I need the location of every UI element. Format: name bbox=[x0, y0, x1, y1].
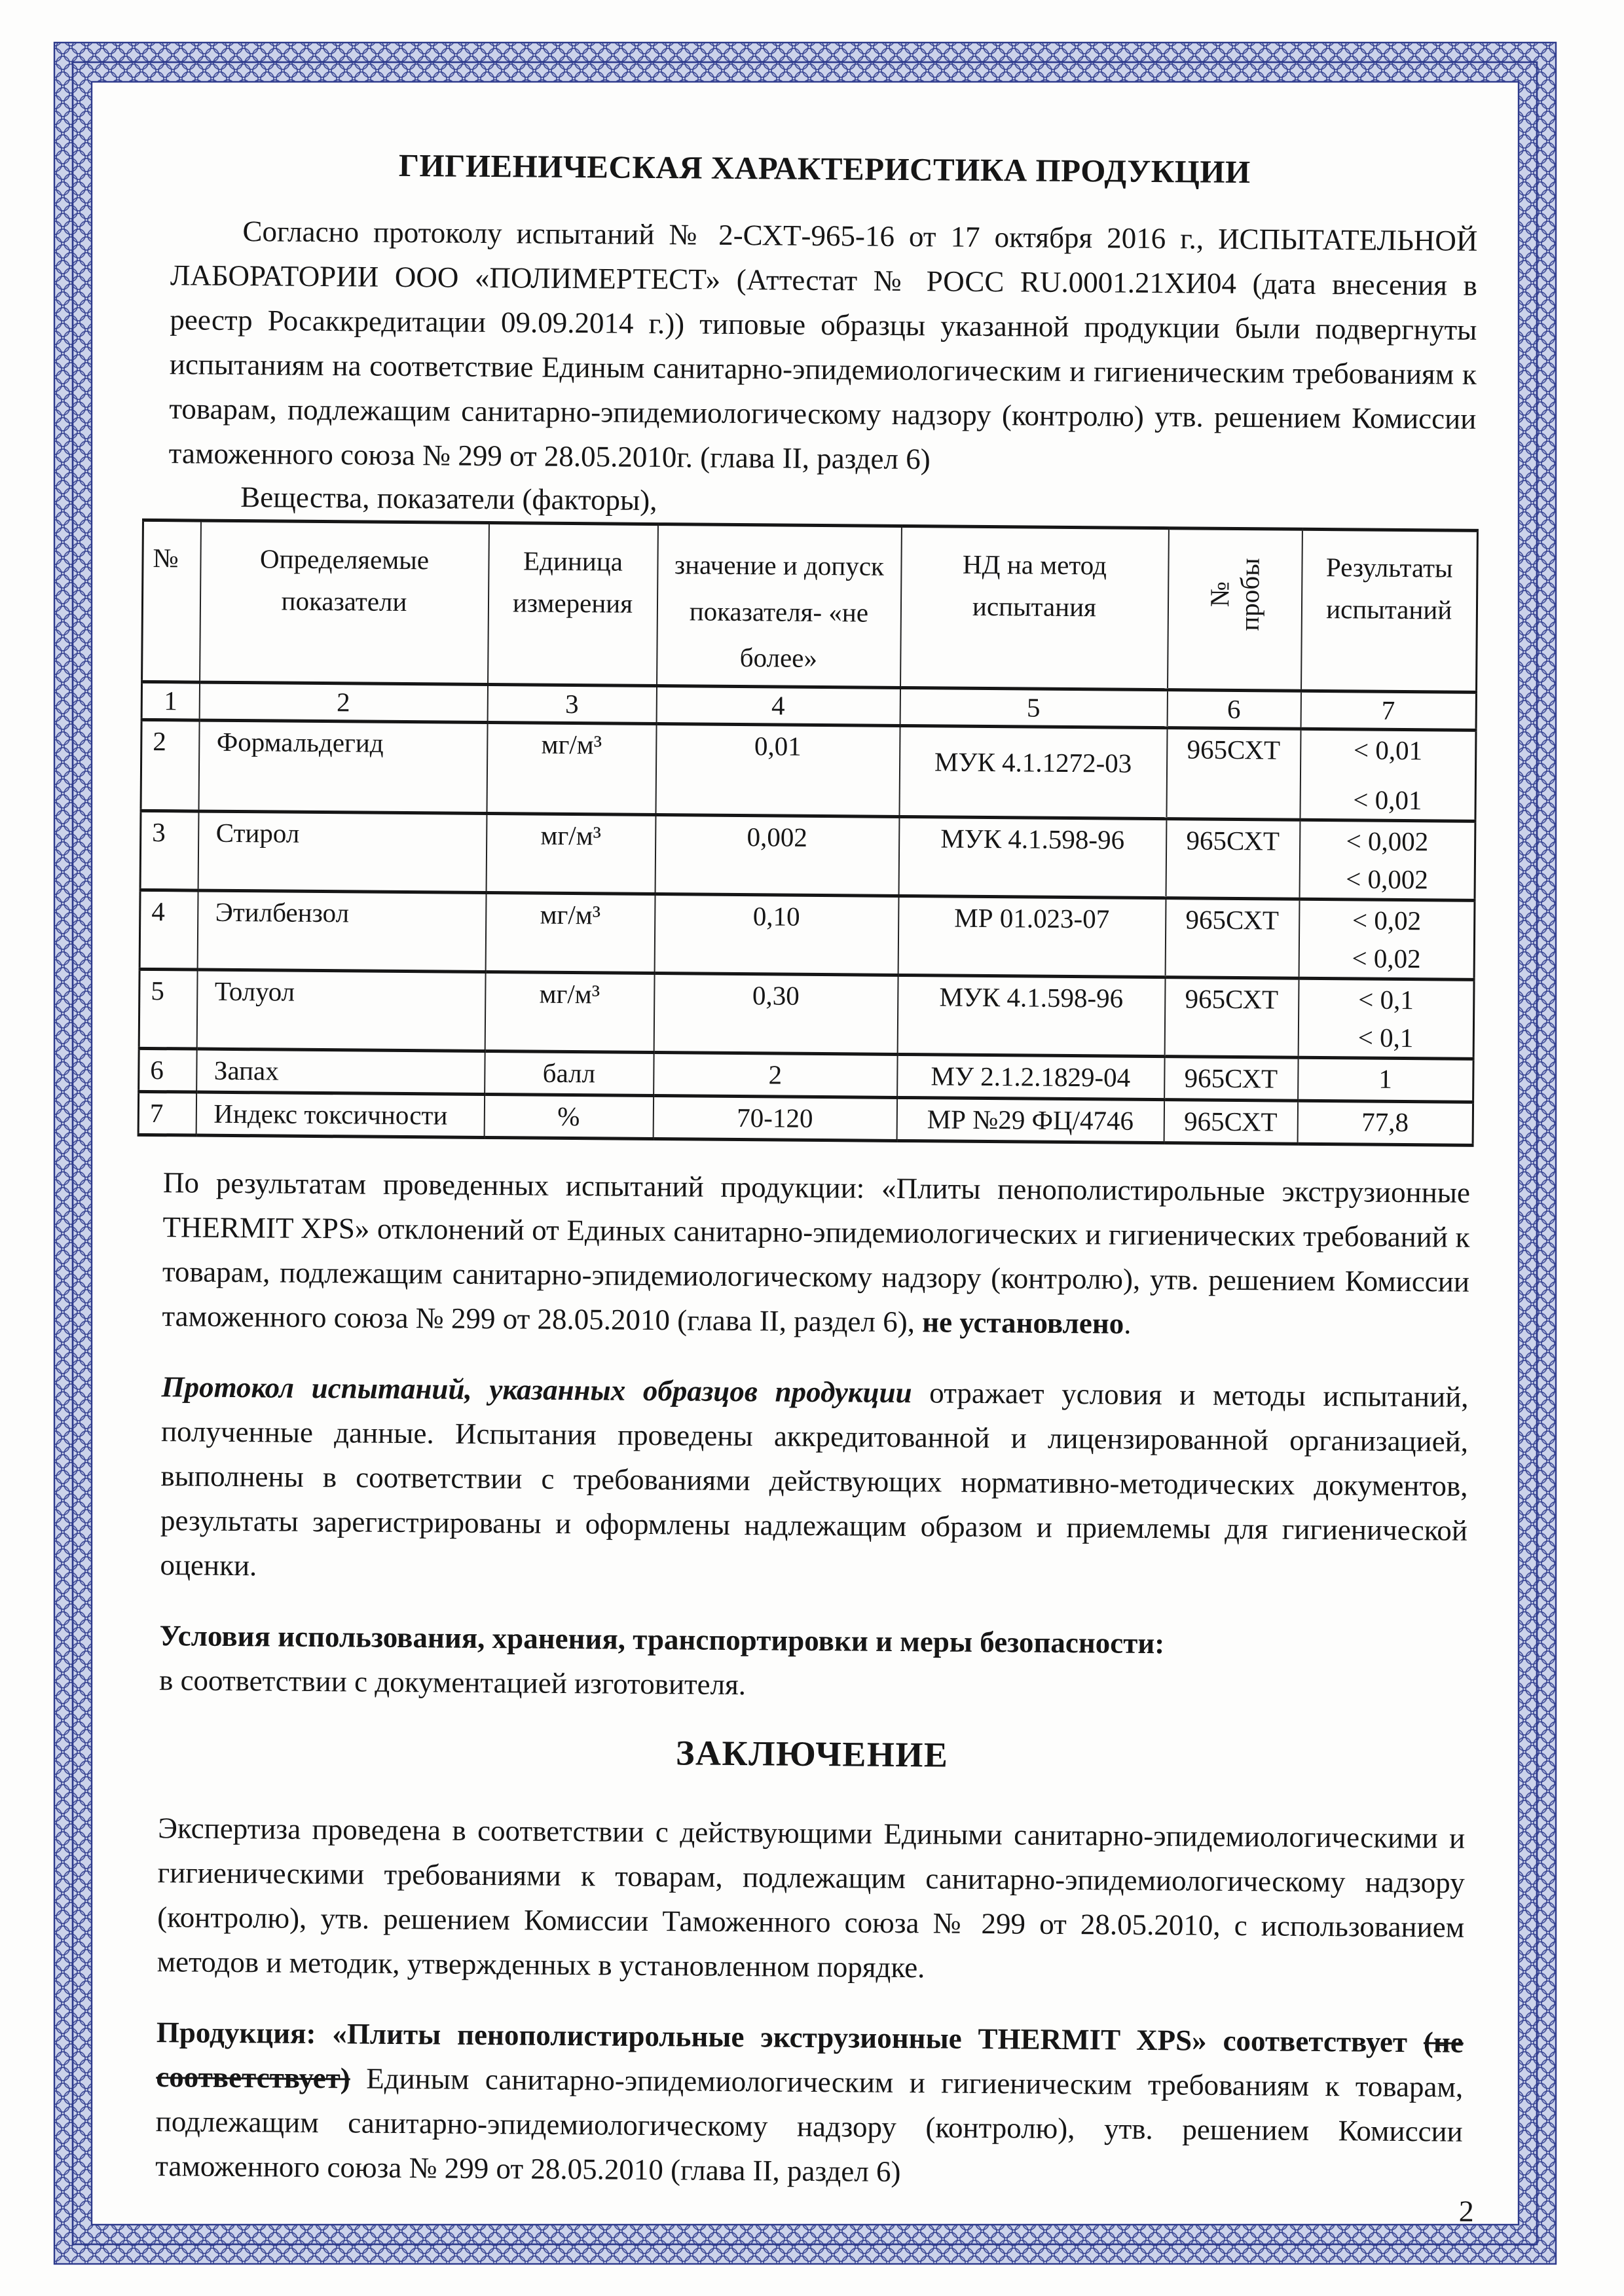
results-paragraph bbox=[162, 1160, 1470, 1349]
table-caption: Вещества, показатели (факторы), bbox=[240, 481, 657, 517]
text-segment: Единым санитарно-эпидемиологическим и гигиеническим требованиям к товарам, подлежащим санитарно-эпидемиологическому надзору (контролю), утв. решением Комиссии таможенного союза № 299 от 28.05.2010 (глава II, раздел 6) bbox=[155, 2062, 1464, 2189]
cell-limit: 2 bbox=[654, 1052, 898, 1097]
cell-unit: балл bbox=[485, 1051, 654, 1095]
text-segment: Условия использования, хранения, транспортировки и меры безопасности: bbox=[159, 1619, 1165, 1660]
text-segment: Продукция: «Плиты пенополистирольные экструзионные THERMIT XPS» bbox=[156, 2016, 1223, 2058]
cell-sample: 965СХТ bbox=[1166, 727, 1301, 820]
header-limit: значение и допуск показателя- «не более» bbox=[657, 524, 902, 687]
cell-num: 4 bbox=[139, 890, 198, 970]
cell-limit: 0,10 bbox=[654, 894, 898, 975]
text-segment: По результатам проведенных испытаний продукции: «Плиты пенополистирольные экструзионные THERMIT XPS» отклонений от Единых санитарно-эпидемиологических и гигиенических требований к товарам, подлежащим санитарно-эпидемиологическому надзору (контролю), утв. решением Комиссии таможенного союза № 299 от 28.05.2010 (глава II, раздел 6), bbox=[162, 1166, 1471, 1339]
result-value: < 0,01 bbox=[1353, 784, 1422, 815]
cell-unit: мг/м³ bbox=[485, 972, 654, 1052]
text-segment: соответствует bbox=[1223, 2024, 1424, 2059]
cell-indicator: Толуол bbox=[196, 970, 485, 1051]
header-method: НД на метод испытания bbox=[900, 526, 1169, 689]
column-number-cell: 2 bbox=[199, 682, 487, 723]
column-number-cell: 1 bbox=[141, 682, 199, 720]
column-number-cell: 3 bbox=[487, 684, 656, 723]
cell-unit: мг/м³ bbox=[487, 722, 656, 814]
cell-results bbox=[1298, 1057, 1474, 1102]
table-row bbox=[141, 720, 1476, 821]
header-number: № bbox=[142, 520, 201, 682]
cell-unit: % bbox=[484, 1094, 654, 1139]
cell-num: 2 bbox=[141, 720, 199, 811]
cell-limit: 70-120 bbox=[653, 1095, 897, 1140]
column-number-cell: 7 bbox=[1301, 691, 1476, 730]
cell-indicator: Формальдегид bbox=[198, 720, 487, 813]
result-value: 1 bbox=[1378, 1063, 1393, 1094]
protocol-paragraph bbox=[160, 1364, 1469, 1597]
cell-indicator: Индекс токсичности bbox=[196, 1092, 485, 1138]
column-number-cell: 6 bbox=[1167, 689, 1301, 729]
cell-indicator: Запах bbox=[196, 1049, 485, 1095]
cell-sample: 965СХТ bbox=[1164, 1056, 1299, 1101]
cell-sample: 965СХТ bbox=[1164, 1100, 1298, 1144]
test-results-table bbox=[138, 519, 1479, 1147]
result-value: < 0,002 bbox=[1346, 826, 1429, 857]
result-value: < 0,1 bbox=[1358, 984, 1414, 1015]
conditions-paragraph bbox=[159, 1613, 1467, 1713]
cell-limit: 0,002 bbox=[655, 814, 899, 896]
sample-number-rotated-label: № пробы bbox=[1204, 558, 1265, 632]
text-segment: Протокол испытаний, указанных образцов продукции bbox=[161, 1370, 912, 1410]
result-value: < 0,02 bbox=[1352, 943, 1421, 974]
cell-unit: мг/м³ bbox=[485, 892, 655, 973]
conclusion-heading: ЗАКЛЮЧЕНИЕ bbox=[675, 1733, 949, 1775]
cell-sample: 965СХТ bbox=[1164, 977, 1299, 1057]
cell-method: МУК 4.1.598-96 bbox=[898, 816, 1166, 898]
text-segment: . bbox=[1124, 1307, 1132, 1340]
intro-paragraph: Согласно протоколу испытаний № 2-СХТ-965-16 от 17 октября 2016 г., ИСПЫТАТЕЛЬНОЙ ЛАБОРАТОРИИ ООО «ПОЛИМЕРТЕСТ» (Аттестат № РОСС RU.0001.21ХИ04 (дата внесения в реестр Росаккредитации 09.09.2014 г.)) типовые образцы указанной продукции были подвергнуты испытаниям на соответствие Единым санитарно-эпидемиологическим и гигиеническим требованиям к товарам, подлежащим санитарно-эпидемиологическому надзору (контролю) утв. решением Комиссии таможенного союза № 299 от 28.05.2010г. (глава II, раздел 6) bbox=[168, 215, 1478, 476]
cell-method: МУК 4.1.598-96 bbox=[897, 975, 1165, 1056]
cell-results bbox=[1297, 1101, 1473, 1145]
production-paragraph bbox=[155, 2010, 1464, 2198]
table-header-row bbox=[142, 520, 1478, 692]
table-row bbox=[140, 811, 1475, 900]
page-number: 2 bbox=[1458, 2194, 1474, 2228]
text-segment: не установлено bbox=[922, 1305, 1124, 1340]
cell-results bbox=[1299, 899, 1475, 979]
rotated-label-wrap bbox=[1168, 530, 1302, 659]
cell-results bbox=[1299, 820, 1475, 900]
cell-num: 7 bbox=[138, 1091, 196, 1135]
cell-unit: мг/м³ bbox=[486, 813, 655, 894]
result-value: < 0,1 bbox=[1357, 1022, 1414, 1053]
cell-limit: 0,30 bbox=[654, 973, 898, 1054]
text-segment: (не соответствует) bbox=[156, 2026, 1464, 2095]
result-value: < 0,01 bbox=[1353, 735, 1423, 765]
cell-results bbox=[1300, 729, 1476, 821]
result-value: 77,8 bbox=[1361, 1106, 1409, 1138]
result-value: < 0,002 bbox=[1346, 864, 1428, 895]
cell-results bbox=[1298, 978, 1474, 1059]
cell-num: 5 bbox=[139, 969, 197, 1049]
cell-sample: 965СХТ bbox=[1165, 898, 1299, 978]
header-indicators: Определяемые показатели bbox=[200, 520, 489, 684]
cell-indicator: Стирол bbox=[198, 811, 487, 892]
cell-num: 3 bbox=[140, 811, 198, 890]
expertise-paragraph: Экспертиза проведена в соответствии с действующими Едиными санитарно-эпидемиологическими и гигиеническими требованиями к товарам, подлежащим санитарно-эпидемиологическому надзору (контролю), утв. решением Комиссии Таможенного союза № 299 от 28.05.2010, с использованием методов и методик, утвержденных в установленном порядке. bbox=[157, 1812, 1466, 1984]
cell-method: МР №29 ФЦ/4746 bbox=[896, 1097, 1164, 1142]
table-row bbox=[139, 969, 1474, 1059]
document-content bbox=[149, 77, 1479, 2230]
cell-method: МУ 2.1.2.1829-04 bbox=[897, 1054, 1165, 1099]
cell-method: МР 01.023-07 bbox=[898, 896, 1166, 977]
column-number-cell: 4 bbox=[656, 685, 900, 725]
header-results: Результаты испытаний bbox=[1301, 529, 1478, 692]
page-title: ГИГИЕНИЧЕСКАЯ ХАРАКТЕРИСТИКА ПРОДУКЦИИ bbox=[398, 147, 1251, 191]
table-body bbox=[138, 720, 1476, 1145]
cell-sample: 965СХТ bbox=[1166, 818, 1300, 899]
cell-method: МУК 4.1.1272-03 bbox=[899, 725, 1167, 818]
text-segment: отражает условия и методы испытаний, полученные данные. Испытания проведены аккредитованной и лицензированной организацией, выполнены в соответствии с требованиями действующих нормативно-методических документов, результаты зарегистрированы и оформлены надлежащим образом и приемлемы для гигиенической оценки. bbox=[160, 1376, 1469, 1582]
text-segment: в соответствии с документацией изготовителя. bbox=[158, 1664, 747, 1702]
column-number-cell: 5 bbox=[900, 687, 1167, 727]
cell-indicator: Этилбензол bbox=[197, 890, 486, 972]
table-row bbox=[139, 890, 1475, 979]
result-value: < 0,02 bbox=[1352, 905, 1422, 936]
cell-limit: 0,01 bbox=[655, 723, 900, 816]
cell-num: 6 bbox=[139, 1048, 197, 1092]
header-unit: Единица измерения bbox=[488, 523, 658, 686]
header-sample-number bbox=[1168, 528, 1302, 691]
